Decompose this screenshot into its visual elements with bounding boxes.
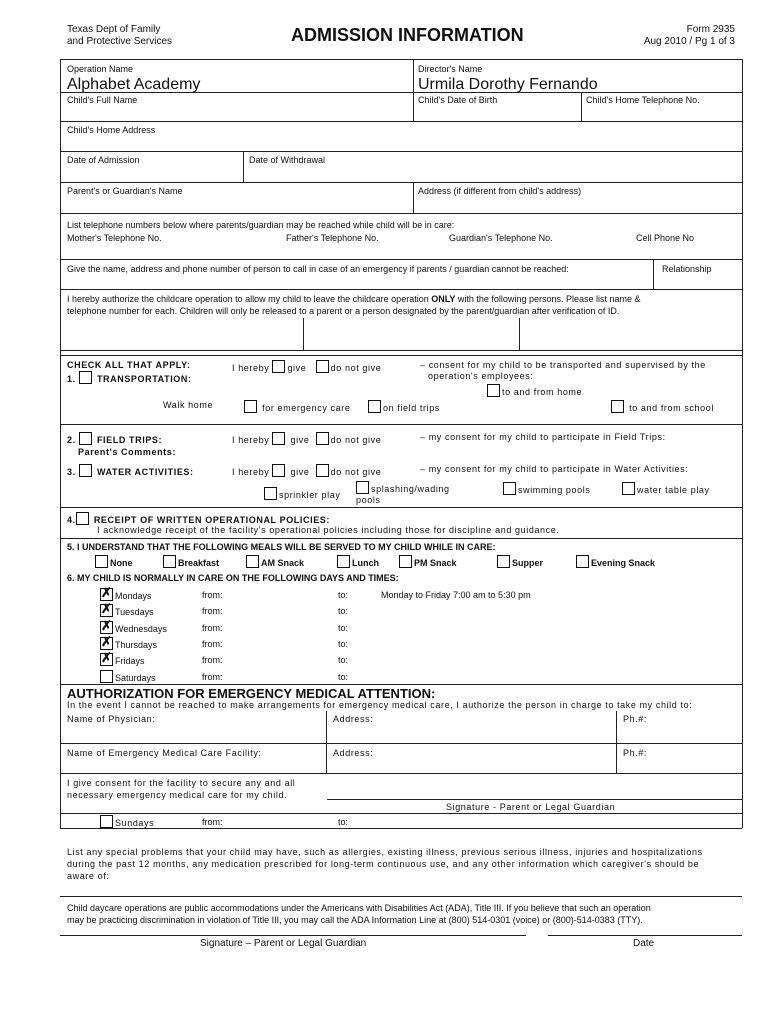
to-from-home-checkbox[interactable]	[487, 384, 500, 397]
field-trips-checkbox[interactable]	[79, 432, 92, 445]
day-wednesdays: ✗Wednesdays	[100, 621, 167, 634]
to-label: to:	[338, 672, 349, 682]
meal-supper-checkbox[interactable]	[497, 555, 510, 568]
meal-option-evening-snack: Evening Snack	[576, 555, 655, 568]
water-consent-text: – my consent for my child to participate in Water Activities:	[420, 464, 689, 474]
receipt-heading: 4. RECEIPT OF WRITTEN OPERATIONAL POLICIES:	[67, 512, 330, 525]
column-divider	[243, 151, 244, 182]
day-sundays: Sundays	[100, 815, 154, 828]
child-full-name-label: Child's Full Name	[67, 95, 138, 105]
receipt-text: I acknowledge receipt of the facility's operational policies including those for discipline and guidance.	[97, 525, 560, 535]
physician-phone-label: Ph.#:	[623, 714, 648, 724]
operation-name-value[interactable]: Alphabet Academy	[67, 76, 201, 93]
divider	[60, 743, 742, 744]
table-top-border	[60, 59, 742, 60]
consent-top	[60, 355, 742, 356]
date-line[interactable]	[548, 935, 742, 936]
water-activities-checkbox[interactable]	[79, 464, 92, 477]
facility-label: Name of Emergency Medical Care Facility:	[67, 748, 262, 758]
divider	[60, 289, 742, 290]
ada-text-line2: may be practicing discrimination in violation of Title III, you may call the ADA Information Line at (800) 514-0301 (voice) or (800)-514-0383 (TTY).	[67, 915, 643, 925]
thursdays-checkbox[interactable]	[100, 637, 113, 650]
day-fridays: ✗Fridays	[100, 653, 145, 666]
transportation-heading: 1. TRANSPORTATION:	[67, 371, 192, 384]
signature-line[interactable]	[327, 799, 742, 800]
transport-consent-text2: operation's employees:	[428, 371, 534, 381]
to-from-home-option: to and from home	[487, 384, 582, 397]
meal-option-supper: Supper	[497, 555, 543, 568]
release-text-line1: I hereby authorize the childcare operation to allow my child to leave the childcare operation ONLY with the following persons. Please list name &	[67, 294, 641, 304]
cell-phone-label: Cell Phone No	[636, 233, 695, 243]
from-label: from:	[202, 623, 223, 633]
meal-option-pm-snack: PM Snack	[399, 555, 457, 568]
divider	[60, 896, 742, 897]
pools-label: pools	[356, 495, 381, 505]
transport-give-checkbox[interactable]	[272, 360, 285, 373]
transport-consent-text1: – consent for my child to be transported and supervised by the	[420, 360, 706, 370]
physician-address-label: Address:	[333, 714, 374, 724]
consent-right-border	[742, 355, 743, 828]
problems-text-line1: List any special problems that your child may have, such as allergies, existing illness, previous serious illness, injuries and hospitalizations	[67, 847, 703, 857]
column-divider	[653, 259, 654, 289]
swimming-pools-option: swimming pools	[503, 482, 590, 495]
consent-bottom	[60, 828, 742, 829]
walk-home-label: Walk home	[163, 400, 214, 410]
table-left-border	[60, 59, 61, 355]
child-phone-label: Child's Home Telephone No.	[586, 95, 700, 105]
sprinkler-play-checkbox[interactable]	[264, 487, 277, 500]
swimming-pools-checkbox[interactable]	[503, 482, 516, 495]
table-right-border	[742, 59, 743, 355]
wednesdays-checkbox[interactable]	[100, 621, 113, 634]
from-label: from:	[202, 817, 223, 827]
splashing-wading-checkbox[interactable]	[356, 481, 369, 494]
divider	[60, 259, 742, 260]
date-label: Date	[633, 938, 655, 949]
sundays-checkbox[interactable]	[100, 815, 113, 828]
withdrawal-date-label: Date of Withdrawal	[249, 155, 326, 165]
column-divider	[303, 318, 304, 350]
field-trips-give-checkbox[interactable]	[272, 432, 285, 445]
day-saturdays: Saturdays	[100, 670, 156, 683]
parent-name-label: Parent's or Guardian's Name	[67, 186, 183, 196]
water-consent-choice: I hereby give do not give	[232, 464, 381, 477]
emergency-care-option: for emergency care	[244, 400, 350, 413]
medical-consent-line2: necessary emergency medical care for my child.	[67, 790, 288, 800]
meals-heading: 5. I UNDERSTAND THAT THE FOLLOWING MEALS WILL BE SERVED TO MY CHILD WHILE IN CARE:	[67, 542, 496, 552]
transportation-checkbox[interactable]	[79, 371, 92, 384]
form-date: Aug 2010 / Pg 1 of 3	[643, 36, 735, 47]
meal-option-breakfast: Breakfast	[163, 555, 219, 568]
problems-text-line3: aware of:	[67, 871, 110, 881]
from-label: from:	[202, 655, 223, 665]
divider	[60, 813, 742, 814]
field-trips-consent-choice: I hereby give do not give	[232, 432, 381, 445]
child-address-label: Child's Home Address	[67, 125, 156, 135]
emergency-contact-label: Give the name, address and phone number of person to call in case of an emergency if parents / guardian cannot be reached:	[67, 264, 569, 274]
field-trips-do-not-give-checkbox[interactable]	[316, 432, 329, 445]
from-label: from:	[202, 590, 223, 600]
field-trips-consent-text: – my consent for my child to participate in Field Trips:	[420, 432, 666, 442]
divider	[60, 538, 742, 539]
fridays-checkbox[interactable]	[100, 653, 113, 666]
water-table-checkbox[interactable]	[622, 482, 635, 495]
water-give-checkbox[interactable]	[272, 464, 285, 477]
column-divider	[326, 711, 327, 773]
address-different-label: Address (if different from child's address)	[418, 186, 582, 196]
parent-signature-line[interactable]	[60, 935, 526, 936]
to-label: to:	[338, 606, 349, 616]
divider	[60, 424, 742, 425]
meal-evening-snack-checkbox[interactable]	[576, 555, 589, 568]
facility-phone-label: Ph.#:	[623, 748, 648, 758]
field-trips-transport-checkbox[interactable]	[368, 400, 381, 413]
divider	[60, 151, 742, 152]
relationship-label: Relationship	[662, 264, 712, 274]
emergency-care-checkbox[interactable]	[244, 400, 257, 413]
field-trips-heading: 2. FIELD TRIPS:	[67, 432, 162, 445]
saturdays-checkbox[interactable]	[100, 670, 113, 683]
water-activities-heading: 3. WATER ACTIVITIES:	[67, 464, 194, 477]
water-table-option: water table play	[622, 482, 710, 495]
column-divider	[519, 318, 520, 350]
medical-intro: In the event I cannot be reached to make arrangements for emergency medical care, I authorize the person in charge to take my child to:	[67, 700, 693, 710]
guardian-phone-label: Guardian's Telephone No.	[449, 233, 553, 243]
physician-label: Name of Physician:	[67, 714, 156, 724]
father-phone-label: Father's Telephone No.	[286, 233, 379, 243]
meal-pm-snack-checkbox[interactable]	[399, 555, 412, 568]
to-label: to:	[338, 623, 349, 633]
phone-intro-text: List telephone numbers below where parents/guardian may be reached while child will be in care:	[67, 220, 455, 230]
meal-none-checkbox[interactable]	[95, 555, 108, 568]
from-label: from:	[202, 639, 223, 649]
sprinkler-play-option: sprinkler play	[264, 487, 340, 500]
divider	[60, 182, 742, 183]
problems-text-line2: during the past 12 months, any medication prescribed for long-term continuous use, and any other information which caregiver's should be	[67, 859, 700, 869]
check-all-label: CHECK ALL THAT APPLY:	[67, 360, 191, 370]
child-dob-label: Child's Date of Birth	[418, 95, 498, 105]
parent-signature-label: Signature – Parent or Legal Guardian	[200, 938, 367, 949]
operation-name-label: Operation Name	[67, 64, 134, 74]
column-divider	[581, 92, 582, 121]
medical-consent-line1: I give consent for the facility to secure any and all	[67, 778, 296, 788]
release-text-line2: telephone number for each. Children will only be released to a parent or a person designated by the parent/guardian after verification of ID.	[67, 306, 620, 316]
divider	[60, 213, 742, 214]
form-number: Form 2935	[686, 24, 735, 35]
tuesdays-checkbox[interactable]	[100, 604, 113, 617]
parents-comments-label: Parent's Comments:	[78, 447, 176, 457]
meal-lunch-checkbox[interactable]	[337, 555, 350, 568]
consent-left-border	[60, 355, 61, 828]
column-divider	[413, 59, 414, 121]
to-label: to:	[338, 590, 349, 600]
to-from-school-checkbox[interactable]	[611, 400, 624, 413]
divider	[60, 121, 742, 122]
to-label: to:	[338, 639, 349, 649]
splashing-wading-option: splashing/wading	[356, 481, 450, 494]
water-do-not-give-checkbox[interactable]	[316, 464, 329, 477]
director-name-label: Director's Name	[418, 64, 483, 74]
agency-name-line2: and Protective Services	[67, 36, 173, 47]
medical-heading: AUTHORIZATION FOR EMERGENCY MEDICAL ATTENTION:	[67, 686, 436, 701]
agency-name-line1: Texas Dept of Family	[67, 24, 161, 35]
transport-do-not-give-checkbox[interactable]	[316, 360, 329, 373]
transport-consent-choice: I hereby give do not give	[232, 360, 381, 373]
day-thursdays: ✗Thursdays	[100, 637, 157, 650]
from-label: from:	[202, 672, 223, 682]
facility-address-label: Address:	[333, 748, 374, 758]
divider	[60, 507, 742, 508]
from-label: from:	[202, 606, 223, 616]
divider	[60, 350, 742, 351]
to-label: to:	[338, 655, 349, 665]
meal-breakfast-checkbox[interactable]	[163, 555, 176, 568]
meal-option-am-snack: AM Snack	[246, 555, 304, 568]
column-divider	[413, 182, 414, 213]
to-from-school-option: to and from school	[611, 400, 714, 413]
ada-text-line1: Child daycare operations are public accommodations under the Americans with Disabilities Act (ADA), Title III. If you believe that such an operation	[67, 903, 651, 913]
medical-signature-label: Signature - Parent or Legal Guardian	[446, 802, 616, 812]
day-tuesdays: ✗Tuesdays	[100, 604, 154, 617]
divider	[60, 773, 742, 774]
field-trips-option: on field trips	[368, 400, 440, 413]
days-heading: 6. MY CHILD IS NORMALLY IN CARE ON THE FOLLOWING DAYS AND TIMES:	[67, 573, 399, 583]
mondays-checkbox[interactable]	[100, 588, 113, 601]
mother-phone-label: Mother's Telephone No.	[67, 233, 162, 243]
meal-am-snack-checkbox[interactable]	[246, 555, 259, 568]
column-divider	[616, 711, 617, 773]
admission-date-label: Date of Admission	[67, 155, 140, 165]
divider	[60, 684, 742, 685]
meal-option-lunch: Lunch	[337, 555, 379, 568]
schedule-note[interactable]: Monday to Friday 7:00 am to 5:30 pm	[381, 590, 531, 600]
meal-option-none: None	[95, 555, 133, 568]
day-mondays: ✗Mondays	[100, 588, 152, 601]
form-title: ADMISSION INFORMATION	[291, 25, 524, 45]
director-name-value[interactable]: Urmila Dorothy Fernando	[418, 76, 598, 93]
receipt-checkbox[interactable]	[76, 512, 89, 525]
to-label: to:	[338, 817, 349, 827]
